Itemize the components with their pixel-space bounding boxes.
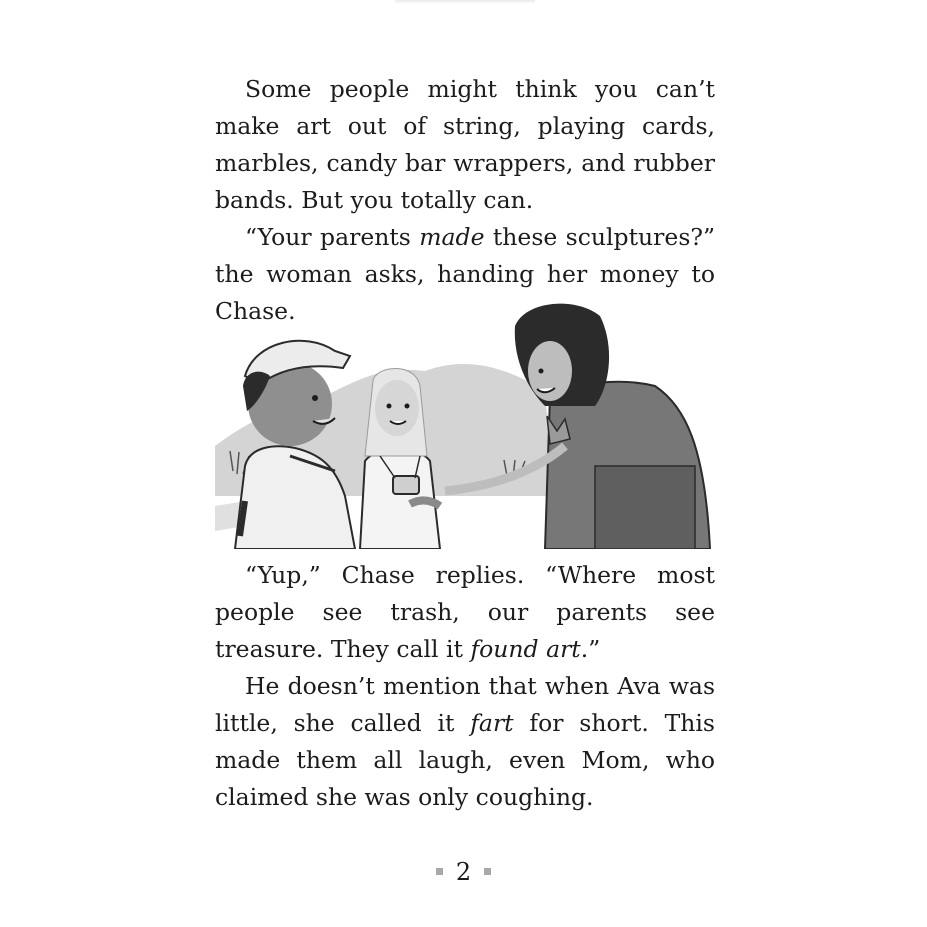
footer-square-right — [484, 868, 491, 875]
italic-text-run: fart — [470, 709, 514, 737]
illustration — [215, 296, 712, 549]
paragraph — [215, 71, 715, 219]
text-run: “Your parents — [245, 223, 420, 251]
paragraph — [215, 557, 715, 668]
text-run: .” — [580, 635, 601, 663]
text-run: “Yup,” Chase replies. “Where most people see trash, our parents see treasure. They call it — [215, 561, 715, 663]
text-run: He doesn’t mention that when Ava was little, she called it — [215, 672, 715, 737]
girl-camera — [393, 476, 419, 494]
italic-text-run: made — [419, 223, 485, 251]
text-run: these sculptures?” the woman asks, handing her money to Chase. — [215, 223, 715, 325]
page-top-shadow — [395, 0, 535, 4]
footer-square-left — [436, 868, 443, 875]
text-run: for short. This made them all laugh, even Mom, who claimed she was only coughing. — [215, 709, 715, 811]
italic-text-run: found art — [470, 635, 581, 663]
text-block-bottom — [215, 557, 715, 816]
text-block-top — [215, 71, 715, 330]
illustration-kids-and-woman — [215, 296, 712, 549]
text-run: Some people might think you can’t make art out of string, playing cards, marbles, candy bar wrappers, and rubber bands. But you totally can. — [215, 75, 715, 214]
page-footer — [0, 858, 927, 886]
page-number: 2 — [455, 858, 472, 886]
paragraph — [215, 668, 715, 816]
